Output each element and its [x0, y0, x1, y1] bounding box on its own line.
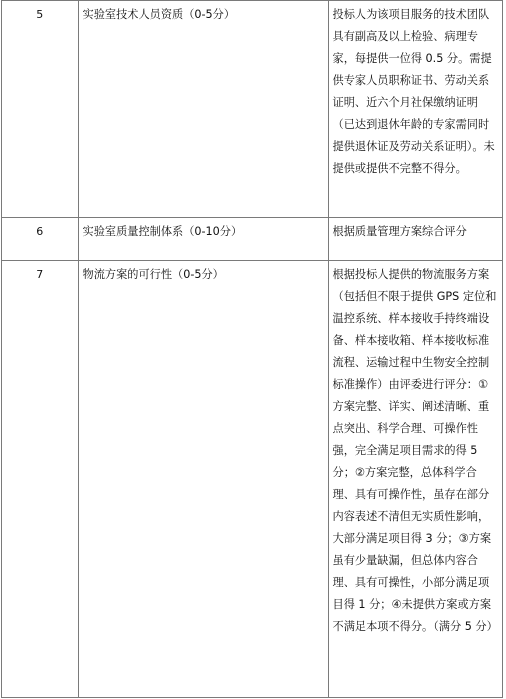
scoring-table — [1, 0, 503, 698]
evaluation-item: 实验室技术人员资质（0-5分） — [78, 1, 328, 218]
row-number: 5 — [2, 1, 79, 218]
table-row — [2, 1, 503, 218]
scoring-criteria: 根据投标人提供的物流服务方案（包括但不限于提供 GPS 定位和温控系统、样本接收手持终端设备、样本接收箱、样本接收标准流程、运输过程中生物安全控制标准操作）由评委进行评分：①方案完整、详实、阐述清晰、重点突出、科学合理、可操作性强，完全满足项目需求的得 5 分；②方案完整，总体科学合理、具有可操作性，虽存在部分内容表述不清但无实质性影响，大部分满足项目得 3 分；③方案虽有少量缺漏，但总体内容合理、具有可操性，小部分满足项目得 1 分；④未提供方案或方案不满足本项不得分。（满分 5 分） — [328, 261, 503, 698]
row-number: 7 — [2, 261, 79, 698]
scoring-criteria: 根据质量管理方案综合评分 — [328, 218, 503, 261]
row-number: 6 — [2, 218, 79, 261]
table-row — [2, 261, 503, 698]
scoring-criteria: 投标人为该项目服务的技术团队具有副高及以上检验、病理专家，每提供一位得 0.5 分。需提供专家人员职称证书、劳动关系证明、近六个月社保缴纳证明（已达到退休年龄的专家需同时提供退休证及劳动关系证明）。未提供或提供不完整不得分。 — [328, 1, 503, 218]
table-row — [2, 218, 503, 261]
evaluation-item: 物流方案的可行性（0-5分） — [78, 261, 328, 698]
evaluation-item: 实验室质量控制体系（0-10分） — [78, 218, 328, 261]
